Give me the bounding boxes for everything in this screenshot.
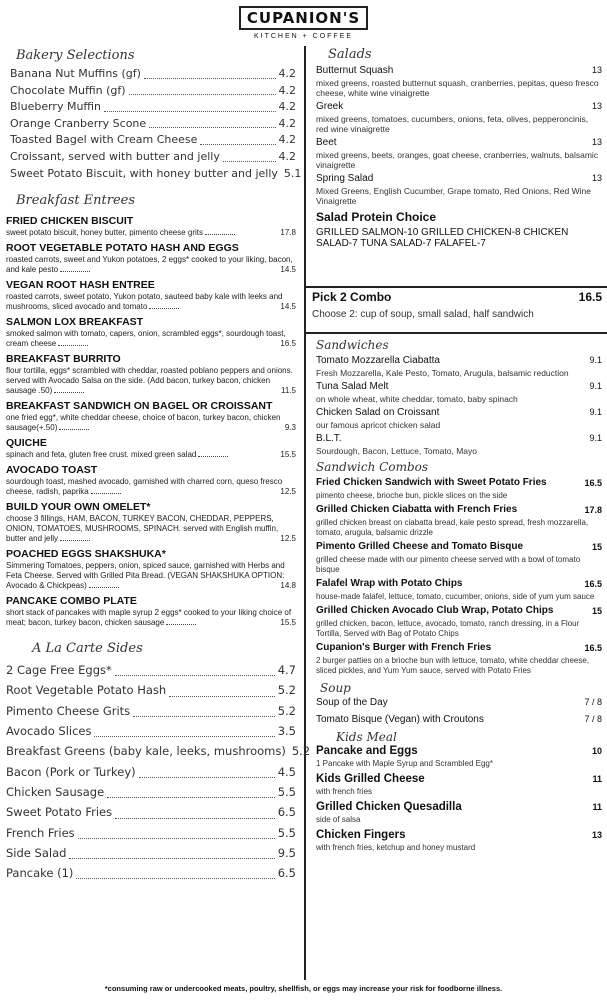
menu-item-price: 4.2 xyxy=(278,133,296,147)
menu-item-row xyxy=(6,166,302,183)
breakfast-item xyxy=(6,548,296,591)
menu-item-row xyxy=(6,863,296,883)
menu-item-row xyxy=(6,802,296,822)
menu-item-price: 13 xyxy=(591,173,602,183)
menu-item-name: B.L.T. xyxy=(316,433,342,444)
menu-item-name-row xyxy=(316,172,602,185)
menu-item-name-row xyxy=(316,828,602,842)
menu-item-price: 13 xyxy=(591,65,602,75)
menu-item-name-row xyxy=(316,432,602,445)
combo-price: 16.5 xyxy=(578,290,602,304)
menu-item xyxy=(312,800,602,825)
menu-item xyxy=(312,540,602,575)
menu-item-name: Pancake and Eggs xyxy=(316,745,418,757)
menu-item-desc: our famous apricot chicken salad xyxy=(316,420,441,430)
salad-protein-desc: GRILLED SALMON-10 GRILLED CHICKEN-8 CHICKEN SALAD-7 TUNA SALAD-7 FALAFEL-7 xyxy=(316,227,569,249)
menu-item-price: 13 xyxy=(591,101,602,111)
menu-item-name-row xyxy=(316,641,602,655)
menu-item xyxy=(312,577,602,602)
menu-item xyxy=(312,172,602,206)
leader-dots xyxy=(115,660,275,676)
menu-item-row xyxy=(6,741,311,761)
leader-dots xyxy=(133,701,275,717)
leader-dots xyxy=(144,66,276,79)
breakfast-item-desc-text: flour tortilla, eggs* scrambled with cheddar, roasted poblano peppers and onions. served with Avocado Salsa on the side. (Add bacon, turkey bacon, chicken sausage .50) xyxy=(6,366,293,396)
menu-item-name: Tomato Mozzarella Ciabatta xyxy=(316,355,440,366)
menu-item xyxy=(312,604,602,639)
menu-item-price: 4.2 xyxy=(278,149,296,163)
leader-dots xyxy=(59,429,89,430)
leader-dots xyxy=(94,721,274,737)
menu-header xyxy=(0,0,607,44)
menu-item-row xyxy=(6,116,296,133)
left-column xyxy=(6,46,311,883)
breakfast-item-name: BREAKFAST SANDWICH ON BAGEL OR CROISSANT xyxy=(6,400,273,413)
menu-item-name: Grilled Chicken Ciabatta with French Fries xyxy=(316,504,518,515)
breakfast-item-name: BREAKFAST BURRITO xyxy=(6,353,121,366)
menu-item-row xyxy=(6,823,296,843)
menu-item-name: Chicken Fingers xyxy=(316,829,406,841)
breakfast-item-desc xyxy=(6,413,296,433)
menu-item-price: 6.5 xyxy=(277,805,296,820)
menu-item-name-row xyxy=(316,380,602,393)
section-title-sandwich-combos: Sandwich Combos xyxy=(316,460,429,474)
breakfast-item-desc xyxy=(6,329,296,349)
section-title-bakery: Bakery Selections xyxy=(16,48,135,63)
menu-item-name-row xyxy=(316,800,602,814)
sandwich-combos-list xyxy=(312,476,602,676)
bakery-list xyxy=(6,66,302,182)
menu-item-name: Fried Chicken Sandwich with Sweet Potato Fries xyxy=(316,477,547,488)
menu-item-name-row xyxy=(316,64,602,77)
menu-item-row xyxy=(6,701,296,721)
menu-item-desc: 2 burger patties on a brioche bun with lettuce, tomato, white cheddar cheese, sliced pickles, and Yum Yum sauce, served with Potato Fries xyxy=(316,656,590,675)
menu-item-price: 7 / 8 xyxy=(584,697,602,707)
menu-item-name-row xyxy=(316,136,602,149)
menu-item-price: 11 xyxy=(592,774,602,784)
menu-item xyxy=(312,641,602,676)
leader-dots xyxy=(60,271,90,272)
menu-item-name: 2 Cage Free Eggs* xyxy=(6,663,112,678)
section-title-sides: A La Carte Sides xyxy=(32,641,143,657)
breakfast-item-price: 14.5 xyxy=(280,265,296,275)
breakfast-item-price: 15.5 xyxy=(280,618,296,628)
leader-dots xyxy=(58,345,88,346)
menu-item-name: Root Vegetable Potato Hash xyxy=(6,683,167,698)
menu-item-price: 5.2 xyxy=(291,744,311,759)
breakfast-item-price: 16.5 xyxy=(280,339,296,349)
breakfast-list xyxy=(6,215,296,628)
menu-item-name: Orange Cranberry Scone xyxy=(10,116,147,130)
breakfast-item-name: QUICHE xyxy=(6,437,47,450)
menu-item-price: 16.5 xyxy=(584,579,602,589)
menu-item-desc: pimento cheese, brioche bun, pickle slices on the side xyxy=(316,491,508,500)
menu-item-price: 13 xyxy=(591,137,602,147)
menu-item-price: 9.5 xyxy=(277,845,296,860)
menu-item-price: 17.8 xyxy=(584,505,602,515)
menu-item-name-row xyxy=(316,604,602,618)
breakfast-item-desc xyxy=(6,561,296,591)
menu-item-price: 4.2 xyxy=(278,100,296,114)
menu-item-price: 4.7 xyxy=(277,663,296,678)
menu-item-name: Chocolate Muffin (gf) xyxy=(10,83,126,97)
breakfast-item-desc xyxy=(6,450,296,460)
menu-item-price: 4.2 xyxy=(278,83,296,97)
menu-item-price: 4.2 xyxy=(278,116,296,130)
menu-item-price: 6.5 xyxy=(277,866,296,881)
menu-item xyxy=(312,476,602,501)
breakfast-item-price: 9.3 xyxy=(284,423,296,433)
menu-item-price: 5.5 xyxy=(277,784,296,799)
section-title-sandwiches: Sandwiches xyxy=(316,338,389,352)
leader-dots xyxy=(198,456,228,457)
menu-item-name: Tomato Bisque (Vegan) with Croutons xyxy=(316,714,484,725)
menu-item-name-row xyxy=(316,406,602,419)
breakfast-item xyxy=(6,464,296,497)
allergy-footer: *consuming raw or undercooked meats, poultry, shellfish, or eggs may increase your risk for foodborne illness. xyxy=(104,984,503,993)
menu-item-name: Side Salad xyxy=(6,845,67,860)
menu-item-name: Pimento Cheese Grits xyxy=(6,703,131,718)
menu-item xyxy=(312,503,602,538)
menu-item-row xyxy=(6,782,296,802)
leader-dots xyxy=(54,392,84,393)
menu-item-price: 13 xyxy=(591,830,602,840)
leader-dots xyxy=(129,83,276,96)
menu-item-price: 10 xyxy=(591,746,602,756)
menu-item-name-row xyxy=(316,540,602,554)
sides-list xyxy=(6,660,311,883)
leader-dots xyxy=(104,99,275,112)
combo-title-row xyxy=(312,290,602,304)
section-title-breakfast: Breakfast Entrees xyxy=(16,193,136,209)
menu-item-price: 15 xyxy=(591,606,602,616)
menu-item xyxy=(312,64,602,98)
section-title-soup: Soup xyxy=(320,681,351,695)
menu-item-name: Kids Grilled Cheese xyxy=(316,773,425,785)
menu-item-price: 9.1 xyxy=(589,407,602,417)
breakfast-item-desc-text: sourdough toast, mashed avocado, garnished with charred corn, queso fresco cheese, radish, paprika xyxy=(6,477,283,497)
breakfast-item-desc-text: one fried egg*, white cheddar cheese, choice of bacon, turkey bacon, chicken sausage(+.50) xyxy=(6,413,281,433)
sandwiches-list xyxy=(312,354,602,456)
menu-item-desc: grilled chicken breast on ciabatta bread, kale pesto spread, fresh mozzarella, tomato, arugula, balsamic drizzle xyxy=(316,518,589,537)
breakfast-item-price: 11.5 xyxy=(281,386,296,396)
salads-list xyxy=(312,64,602,206)
menu-item-price: 16.5 xyxy=(584,478,602,488)
menu-item xyxy=(312,696,602,709)
menu-item-name: Blueberry Muffin xyxy=(10,100,102,114)
menu-item-name: Croissant, served with butter and jelly xyxy=(10,149,220,163)
menu-item-desc: house-made falafel, lettuce, tomato, cucumber, onions, side of yum yum sauce xyxy=(316,592,595,601)
menu-item xyxy=(312,354,602,378)
menu-item xyxy=(312,828,602,853)
menu-item-price: 5.1 xyxy=(283,166,302,180)
breakfast-item-desc xyxy=(6,228,296,238)
leader-dots xyxy=(149,308,179,309)
menu-item xyxy=(312,432,602,456)
combo-desc: Choose 2: cup of soup, small salad, half sandwich xyxy=(312,309,534,320)
kids-list xyxy=(312,744,602,853)
menu-item-desc: on whole wheat, white cheddar, tomato, baby spinach xyxy=(316,394,518,404)
leader-dots xyxy=(169,680,274,696)
leader-dots xyxy=(166,624,196,625)
menu-item-price: 5.2 xyxy=(277,703,296,718)
menu-item xyxy=(312,380,602,404)
menu-item-name: Spring Salad xyxy=(316,173,374,184)
breakfast-item-name: FRIED CHICKEN BISCUIT xyxy=(6,215,134,228)
breakfast-item-desc xyxy=(6,477,296,497)
menu-item-price: 5.2 xyxy=(277,683,296,698)
menu-item-desc: 1 Pancake with Maple Syrup and Scrambled Egg* xyxy=(316,759,493,768)
section-title-salads: Salads xyxy=(328,47,372,62)
menu-item-price: 15 xyxy=(591,542,602,552)
breakfast-item-name: BUILD YOUR OWN OMELET* xyxy=(6,501,151,514)
menu-item-name-row xyxy=(316,696,602,709)
menu-item-row xyxy=(6,680,296,700)
leader-dots xyxy=(107,782,275,798)
menu-item-price: 7 / 8 xyxy=(584,714,602,724)
leader-dots xyxy=(200,132,275,145)
menu-item-desc: mixed greens, beets, oranges, goat cheese, cranberries, walnuts, balsamic vinaigrette xyxy=(316,150,599,170)
menu-item-price: 11 xyxy=(592,802,602,812)
menu-item-desc: with french fries xyxy=(316,787,373,796)
menu-item-name: Cupanion's Burger with French Fries xyxy=(316,642,492,653)
menu-item-price: 5.5 xyxy=(277,825,296,840)
breakfast-item xyxy=(6,242,296,275)
breakfast-item-price: 17.8 xyxy=(280,228,296,238)
menu-item-name-row xyxy=(316,100,602,113)
breakfast-item-desc-text: roasted carrots, sweet potato, Yukon potato, sauteed baby kale with leeks and mushrooms, sliced avocado and tomato xyxy=(6,292,283,312)
brand-tagline: KITCHEN + COFFEE xyxy=(253,33,354,40)
breakfast-item-name: PANCAKE COMBO PLATE xyxy=(6,595,137,608)
breakfast-item xyxy=(6,215,296,238)
breakfast-item-name: AVOCADO TOAST xyxy=(6,464,98,477)
menu-item-name: Toasted Bagel with Cream Cheese xyxy=(10,133,198,147)
breakfast-item-desc-text: Simmering Tomatoes, peppers, onion, spiced sauce, garnished with Herbs and Feta Cheese. Served with Grilled Pita Bread. (VEGAN SHAKSHUKA OPTION: Avocado & Chickpeas) xyxy=(6,561,285,591)
breakfast-item-name: SALMON LOX BREAKFAST xyxy=(6,316,144,329)
leader-dots xyxy=(223,149,276,162)
menu-item xyxy=(312,100,602,134)
menu-item-desc: Sourdough, Bacon, Lettuce, Tomato, Mayo xyxy=(316,446,477,456)
leader-dots xyxy=(69,843,274,859)
leader-dots xyxy=(115,802,275,818)
leader-dots xyxy=(149,116,275,129)
breakfast-item xyxy=(6,501,296,544)
breakfast-item-price: 15.5 xyxy=(280,450,296,460)
breakfast-item-desc-text: spinach and feta, gluten free crust. mixed green salad xyxy=(6,450,197,460)
menu-item xyxy=(312,744,602,769)
leader-dots xyxy=(78,823,275,839)
breakfast-item-desc-text: roasted carrots, sweet and Yukon potatoes, 2 eggs* cooked to your liking, bacon, and kale pesto xyxy=(6,255,293,275)
brand-logo: CUPANION'S xyxy=(239,6,368,30)
breakfast-item-desc xyxy=(6,514,296,544)
menu-item-price: 4.5 xyxy=(277,764,296,779)
menu-item-name: Pancake (1) xyxy=(6,866,74,881)
menu-item-row xyxy=(6,83,296,100)
menu-item-row xyxy=(6,721,296,741)
menu-item-price: 3.5 xyxy=(277,724,296,739)
menu-item-desc: Mixed Greens, English Cucumber, Grape tomato, Red Onions, Red Wine Vinaigrette xyxy=(316,186,591,206)
menu-item-desc: Fresh Mozzarella, Kale Pesto, Tomato, Arugula, balsamic reduction xyxy=(316,368,569,378)
breakfast-item-desc xyxy=(6,366,296,396)
leader-dots xyxy=(205,234,235,235)
menu-item-desc: mixed greens, tomatoes, cucumbers, onions, feta, olives, pepperoncinis, red wine vinaigrette xyxy=(316,114,589,134)
breakfast-item-desc xyxy=(6,292,296,312)
menu-item-name: Beet xyxy=(316,137,337,148)
menu-item-row xyxy=(6,99,296,116)
menu-item-price: 9.1 xyxy=(589,381,602,391)
menu-item-name: French Fries xyxy=(6,825,75,840)
menu-item-name: Grilled Chicken Quesadilla xyxy=(316,801,462,813)
menu-item-desc: grilled cheese made with our pimento cheese served with a bowl of tomato bisque xyxy=(316,555,581,574)
menu-item-name-row xyxy=(316,772,602,786)
menu-item-row xyxy=(6,660,296,680)
menu-item-name-row xyxy=(316,354,602,367)
breakfast-item-price: 14.5 xyxy=(280,302,296,312)
menu-item-desc: mixed greens, roasted butternut squash, cranberries, pepitas, queso fresco cheese, white wine vinaigrette xyxy=(316,78,599,98)
menu-item-name: Banana Nut Muffins (gf) xyxy=(10,67,141,80)
menu-item xyxy=(312,136,602,170)
menu-item-name: Bacon (Pork or Turkey) xyxy=(6,764,136,779)
menu-item-row xyxy=(6,843,296,863)
menu-item-row xyxy=(6,132,296,149)
menu-item-name: Grilled Chicken Avocado Club Wrap, Potato Chips xyxy=(316,605,554,616)
leader-dots xyxy=(139,762,275,778)
menu-item-desc: side of salsa xyxy=(316,815,361,824)
menu-item-desc: grilled chicken, bacon, lettuce, avocado, tomato, ranch dressing, in a Flour Tortilla, Served with Bag of Potato Chips xyxy=(316,619,580,638)
breakfast-item xyxy=(6,400,296,433)
breakfast-item-desc xyxy=(6,255,296,275)
leader-dots xyxy=(60,540,90,541)
breakfast-item-name: POACHED EGGS SHAKSHUKA* xyxy=(6,548,166,561)
divider-salads xyxy=(305,286,607,288)
menu-item xyxy=(312,406,602,430)
breakfast-item-desc-text: sweet potato biscuit, honey butter, pimento cheese grits xyxy=(6,228,204,238)
breakfast-item xyxy=(6,437,296,460)
leader-dots xyxy=(76,863,274,879)
breakfast-item-name: ROOT VEGETABLE POTATO HASH AND EGGS xyxy=(6,242,239,255)
breakfast-item xyxy=(6,353,296,396)
menu-item-name-row xyxy=(316,713,602,726)
salad-protein-title: Salad Protein Choice xyxy=(316,210,437,224)
leader-dots xyxy=(91,493,121,494)
breakfast-item xyxy=(6,595,296,628)
menu-item-price: 16.5 xyxy=(584,643,602,653)
menu-item-price: 9.1 xyxy=(589,433,602,443)
menu-item-name: Butternut Squash xyxy=(316,65,394,76)
menu-item-name: Breakfast Greens (baby kale, leeks, mushrooms) xyxy=(6,744,286,759)
combo-title: Pick 2 Combo xyxy=(312,290,392,304)
lower-right xyxy=(312,336,602,856)
breakfast-item-price: 12.5 xyxy=(280,487,296,497)
menu-item-price: 4.2 xyxy=(278,67,296,80)
column-divider xyxy=(304,46,306,980)
menu-item-name-row xyxy=(316,503,602,517)
breakfast-item-price: 14.8 xyxy=(280,581,296,591)
menu-item-name: Greek xyxy=(316,101,344,112)
menu-item xyxy=(312,713,602,726)
breakfast-item xyxy=(6,316,296,349)
menu-item-name: Sweet Potato Biscuit, with honey butter and jelly xyxy=(10,166,278,180)
breakfast-item-desc-text: smoked salmon with tomato, capers, onion, scrambled eggs*, sourdough toast, cream cheese xyxy=(6,329,286,349)
menu-item-name: Chicken Salad on Croissant xyxy=(316,407,440,418)
menu-item-name: Tuna Salad Melt xyxy=(316,381,389,392)
section-title-kids: Kids Meal xyxy=(336,730,397,744)
divider-combo xyxy=(305,332,607,334)
menu-item-name: Soup of the Day xyxy=(316,697,388,708)
menu-item-name: Pimento Grilled Cheese and Tomato Bisque xyxy=(316,541,524,552)
breakfast-item-desc-text: short stack of pancakes with maple syrup 2 eggs* cooked to your liking choice of meat; bacon, turkey bacon, chicken sausage xyxy=(6,608,292,628)
menu-item-name: Chicken Sausage xyxy=(6,784,105,799)
menu-item-row xyxy=(6,762,296,782)
menu-item-name: Falafel Wrap with Potato Chips xyxy=(316,578,463,589)
menu-item-desc: with french fries, ketchup and honey mustard xyxy=(316,843,476,852)
menu-item-row xyxy=(6,66,296,83)
breakfast-item-price: 12.5 xyxy=(280,534,296,544)
right-column xyxy=(312,46,602,852)
soup-list xyxy=(312,696,602,726)
menu-item-name-row xyxy=(316,744,602,758)
menu-item xyxy=(312,772,602,797)
menu-item-name: Avocado Slices xyxy=(6,724,92,739)
menu-item-row xyxy=(6,149,296,166)
menu-item-name-row xyxy=(316,476,602,490)
breakfast-item-name: VEGAN ROOT HASH ENTREE xyxy=(6,279,155,292)
menu-item-name-row xyxy=(316,577,602,591)
breakfast-item-desc-text: choose 3 fillings, HAM, BACON, TURKEY BACON, CHEDDAR, PEPPERS, ONION, TOMATOES, MUSHROOMS, SPINACH. served with English muffin, butter and jelly xyxy=(6,514,279,544)
menu-item-price: 9.1 xyxy=(589,355,602,365)
breakfast-item xyxy=(6,279,296,312)
menu-item-name: Sweet Potato Fries xyxy=(6,805,113,820)
leader-dots xyxy=(89,587,119,588)
breakfast-item-desc xyxy=(6,608,296,628)
combo-block xyxy=(312,290,602,320)
